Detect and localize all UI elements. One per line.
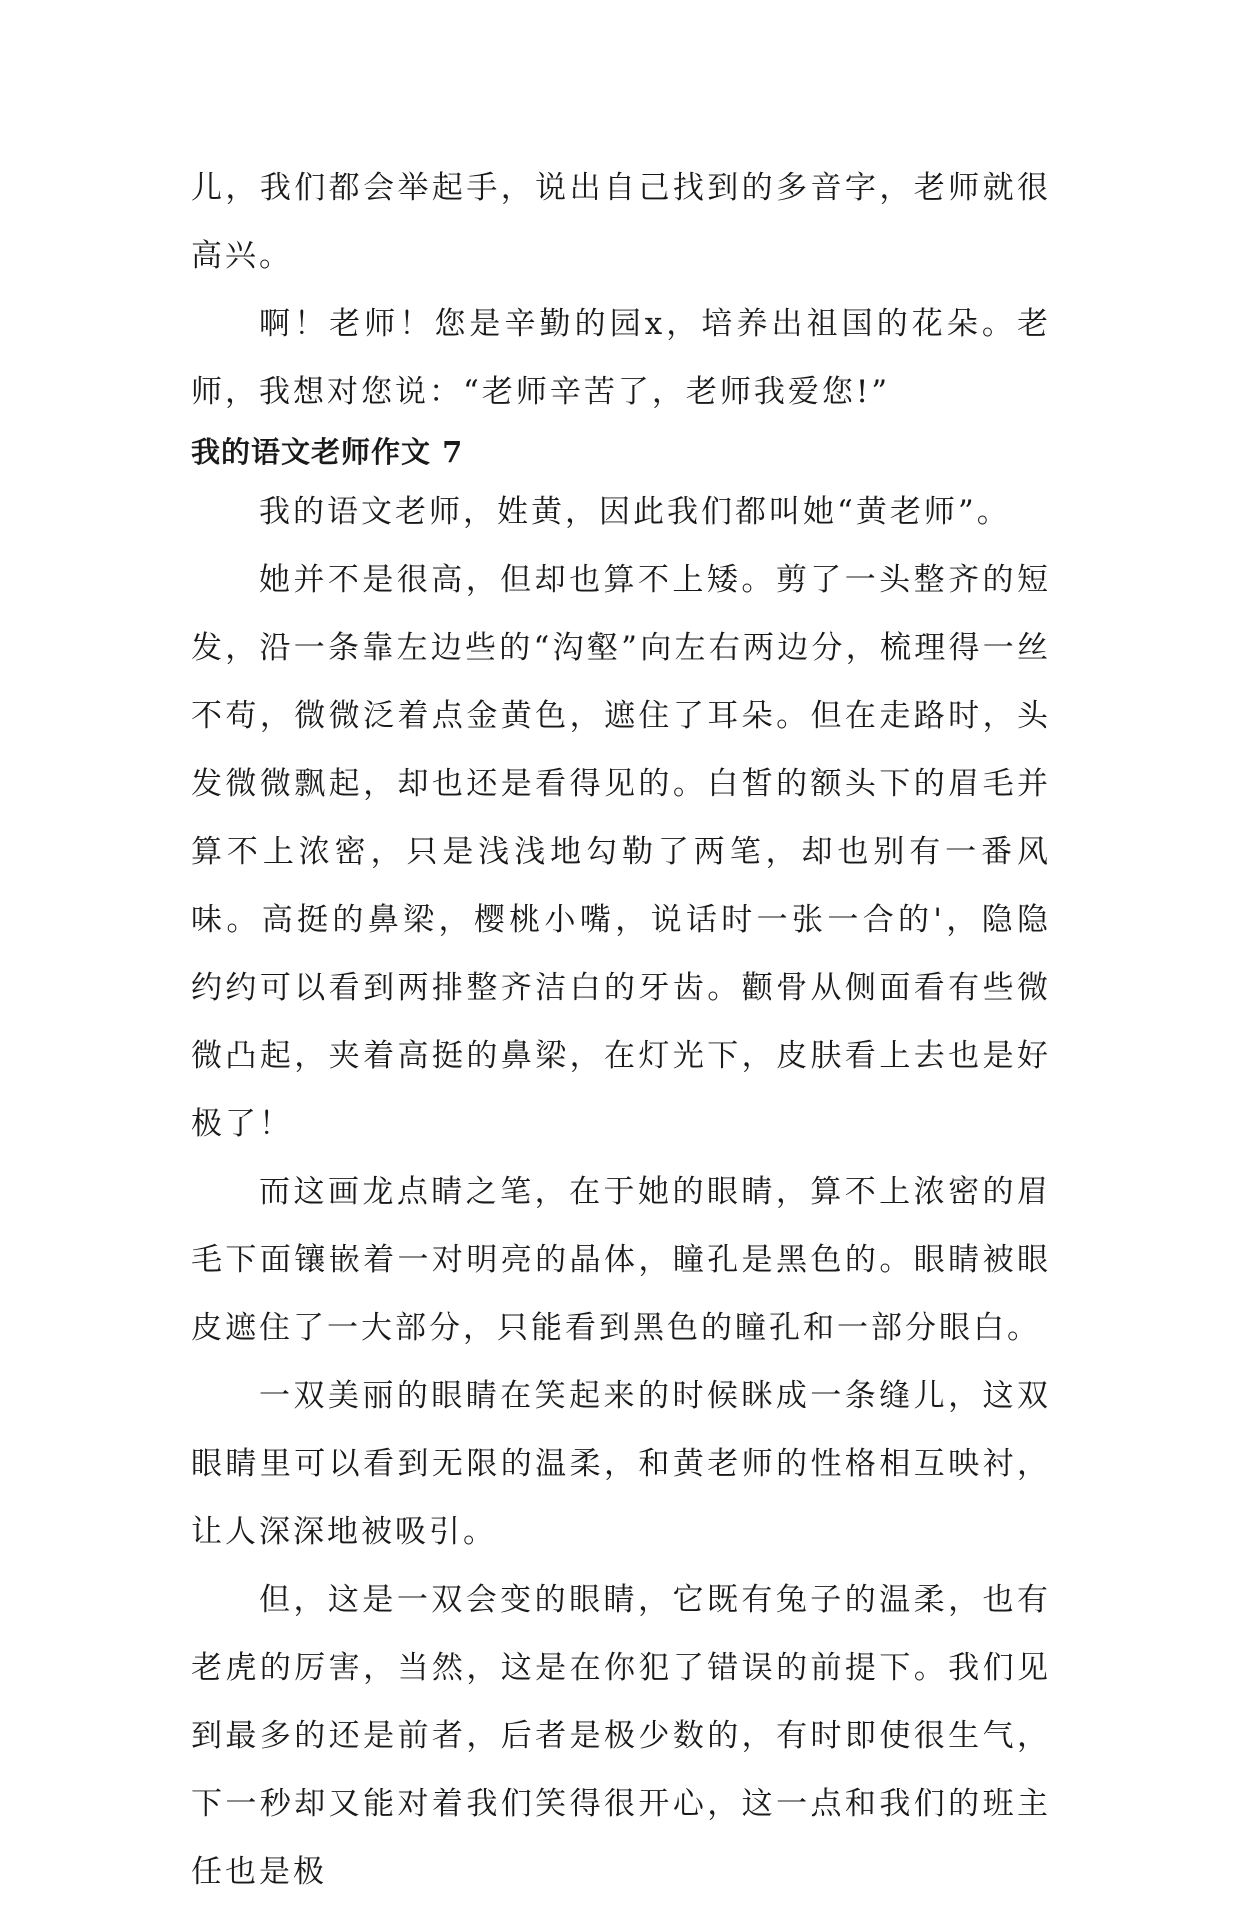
paragraph-intro: 我的语文老师，姓黄，因此我们都叫她“黄老师”。 xyxy=(259,494,1011,530)
section-title: 我的语文老师作文 7 xyxy=(191,435,464,469)
paragraph-smile: 一双美丽的眼睛在笑起来的时候眯成一条缝儿，这双眼睛里可以看到无限的温柔，和黄老师的性格相互映衬，让人深深地被吸引。 xyxy=(191,1378,1051,1550)
paragraph-closing-wish: 啊！老师！您是辛勤的园x，培养出祖国的花朵。老师，我想对您说：“老师辛苦了，老师我爱您!” xyxy=(191,306,1051,410)
document-body xyxy=(191,154,1051,1906)
paragraph-changing-eyes: 但，这是一双会变的眼睛，它既有兔子的温柔，也有老虎的厉害，当然，这是在你犯了错误的前提下。我们见到最多的还是前者，后者是极少数的，有时即使很生气，下一秒却又能对着我们笑得很开心，这一点和我们的班主任也是极 xyxy=(191,1582,1051,1890)
paragraph-appearance: 她并不是很高，但却也算不上矮。剪了一头整齐的短发，沿一条靠左边些的“沟壑”向左右两边分，梳理得一丝不苟，微微泛着点金黄色，遮住了耳朵。但在走路时，头发微微飘起，却也还是看得见的。白皙的额头下的眉毛并算不上浓密，只是浅浅地勾勒了两笔，却也别有一番风味。高挺的鼻梁，樱桃小嘴，说话时一张一合的'，隐隐约约可以看到两排整齐洁白的牙齿。颧骨从侧面看有些微微凸起，夹着高挺的鼻梁，在灯光下，皮肤看上去也是好极了！ xyxy=(191,562,1051,1142)
paragraph-continued: 儿，我们都会举起手，说出自己找到的多音字，老师就很高兴。 xyxy=(191,170,1051,274)
paragraph-eyes: 而这画龙点睛之笔，在于她的眼睛，算不上浓密的眉毛下面镶嵌着一对明亮的晶体，瞳孔是黑色的。眼睛被眼皮遮住了一大部分，只能看到黑色的瞳孔和一部分眼白。 xyxy=(191,1174,1051,1346)
